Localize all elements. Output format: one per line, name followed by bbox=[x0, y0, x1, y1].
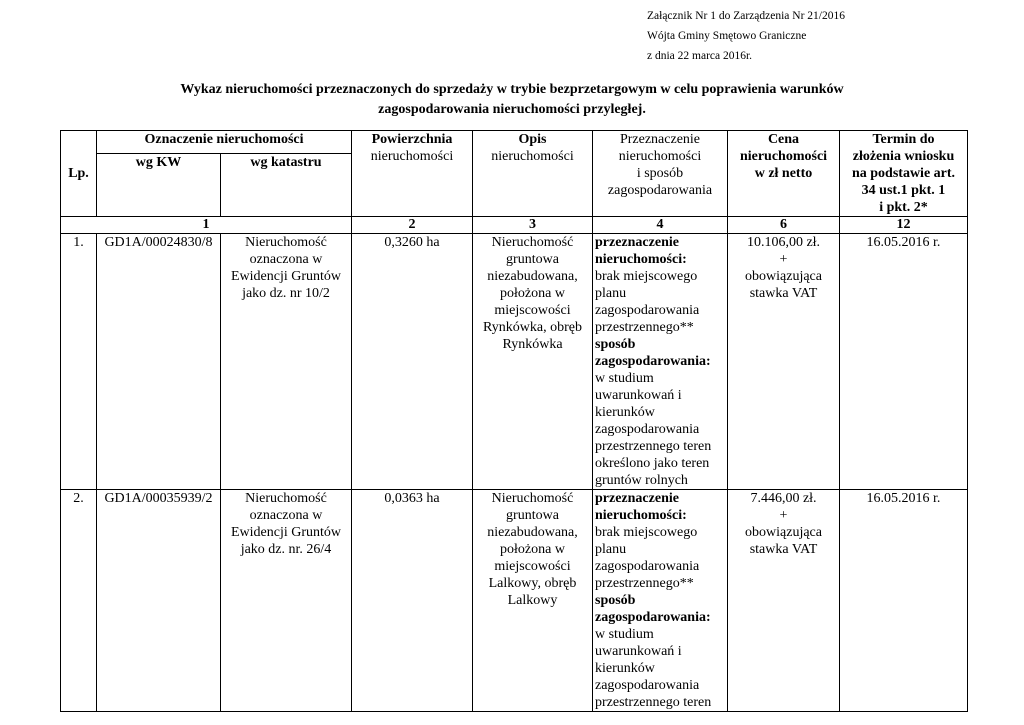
column-number: 1 bbox=[61, 217, 352, 234]
row-purpose: przeznaczenie nieruchomości: brak miejscowego planu zagospodarowania przestrzennego** sposób zagospodarowania: w studium uwarunkowań i kierunków zagospodarowania przestrzennego teren określono jako teren gruntów rolnych bbox=[593, 234, 728, 490]
row-area: 0,0363 ha bbox=[352, 490, 473, 712]
column-number: 4 bbox=[593, 217, 728, 234]
property-table bbox=[60, 130, 968, 712]
row-deadline: 16.05.2016 r. bbox=[840, 234, 968, 490]
header-designation: Oznaczenie nieruchomości bbox=[97, 131, 352, 154]
title-line-1: Wykaz nieruchomości przeznaczonych do sprzedaży w trybie bezprzetargowym w celu poprawienia warunków bbox=[180, 82, 844, 97]
row-area: 0,3260 ha bbox=[352, 234, 473, 490]
column-number: 6 bbox=[728, 217, 840, 234]
row-lp: 1. bbox=[61, 234, 97, 490]
header-cadastre: wg katastru bbox=[221, 153, 352, 216]
header-price: Cena nieruchomości w zł netto bbox=[728, 131, 840, 217]
header-kw: wg KW bbox=[97, 153, 221, 216]
row-cadastre: Nieruchomość oznaczona w Ewidencji Gruntów jako dz. nr. 26/4 bbox=[221, 490, 352, 712]
header-description: Opis nieruchomości bbox=[473, 131, 593, 217]
table-row bbox=[61, 490, 968, 712]
column-number: 2 bbox=[352, 217, 473, 234]
annex-line-1: Załącznik Nr 1 do Zarządzenia Nr 21/2016 bbox=[647, 10, 845, 22]
document-title bbox=[0, 80, 1024, 120]
header-deadline: Termin do złożenia wniosku na podstawie art. 34 ust.1 pkt. 1 i pkt. 2* bbox=[840, 131, 968, 217]
row-description: Nieruchomość gruntowa niezabudowana, położona w miejscowości Rynkówka, obręb Rynkówka bbox=[473, 234, 593, 490]
annex-line-2: Wójta Gminy Smętowo Graniczne bbox=[647, 30, 807, 42]
column-number: 12 bbox=[840, 217, 968, 234]
header-purpose: Przeznaczenie nieruchomości i sposób zagospodarowania bbox=[593, 131, 728, 217]
row-lp: 2. bbox=[61, 490, 97, 712]
annex-note bbox=[647, 6, 845, 66]
column-number: 3 bbox=[473, 217, 593, 234]
row-cadastre: Nieruchomość oznaczona w Ewidencji Gruntów jako dz. nr 10/2 bbox=[221, 234, 352, 490]
table-row bbox=[61, 234, 968, 490]
header-lp: Lp. bbox=[61, 131, 97, 217]
header-area: Powierzchnia nieruchomości bbox=[352, 131, 473, 217]
row-price: 7.446,00 zł. + obowiązująca stawka VAT bbox=[728, 490, 840, 712]
row-purpose: przeznaczenie nieruchomości: brak miejscowego planu zagospodarowania przestrzennego** sposób zagospodarowania: w studium uwarunkowań i kierunków zagospodarowania przestrzennego teren bbox=[593, 490, 728, 712]
row-price: 10.106,00 zł. + obowiązująca stawka VAT bbox=[728, 234, 840, 490]
row-deadline: 16.05.2016 r. bbox=[840, 490, 968, 712]
column-number-row bbox=[61, 217, 968, 234]
row-kw: GD1A/00024830/8 bbox=[97, 234, 221, 490]
annex-line-3: z dnia 22 marca 2016r. bbox=[647, 50, 753, 62]
row-kw: GD1A/00035939/2 bbox=[97, 490, 221, 712]
row-description: Nieruchomość gruntowa niezabudowana, położona w miejscowości Lalkowy, obręb Lalkowy bbox=[473, 490, 593, 712]
title-line-2: zagospodarowania nieruchomości przyległej. bbox=[378, 102, 646, 117]
